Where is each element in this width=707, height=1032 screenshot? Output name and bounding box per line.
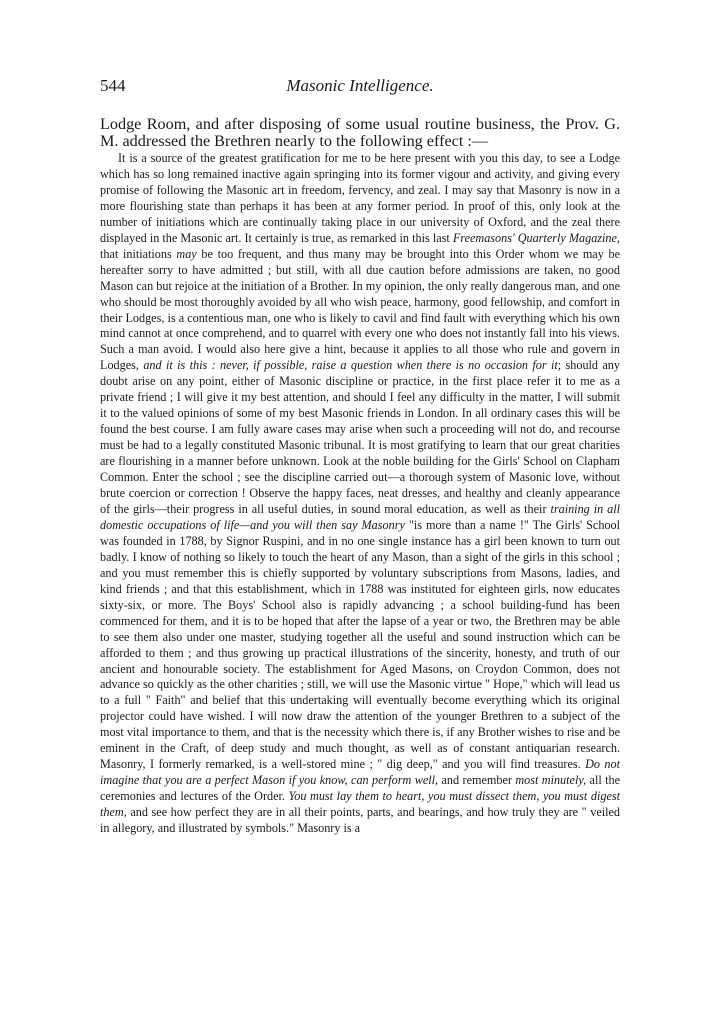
emphasis-may: may <box>176 246 197 261</box>
page-header <box>100 76 620 100</box>
page-number: 544 <box>100 76 126 95</box>
emphasis-perfect-mason: Do not imagine that you are a perfect Mason if you know, can perform well, <box>100 757 621 788</box>
body-text-5: "is more than a name !" The Girls' School was founded in 1788, by Signor Ruspini, and in no one single instance has a girl been known to turn out badly. I know of nothing so likely to touch the heart of any Mason, than a sight of the girls in this school ; and you must remember this is chiefly supported by voluntary subscriptions from Masons, ladies, and kind friends ; and that this establishment, which in 1788 was instituted for eighteen girls, now educates sixty-six, or more. The Boys' School also is rapidly advancing ; a school building-fund has been commenced for them, and it is to be hoped that after the lapse of a year or two, the Brethren may be able to see them also under one master, studying together all the useful and sound instruction which can be afforded to them ; and thus growing up practical illustrations of the sincerity, honesty, and truth of our ancient and honourable society. The establishment for Aged Masons, on Croydon Common, does not advance so quickly as the other charities ; still, we will use the Masonic virtue " Hope," which will lead us to a full " Faith" and belief that this undertaking will eventually become everything which its original projector could have wished. I will now draw the attention of the younger Brethren to a subject of the most vital importance to them, and that is the necessity which there is, if any Brother wishes to rise and be eminent in the Craft, of deep study and much thought, as well as of constant antiquarian research. Masonry, I formerly remarked, is a well-stored mine ; " dig deep," and you will find treasures. <box>100 517 621 772</box>
emphasis-training: training in all domestic occupations of life—and you will then say Masonry <box>100 501 621 532</box>
magazine-title: Freemasons' Quarterly Magazine, <box>452 230 620 245</box>
intro-paragraph: Lodge Room, and after disposing of some usual routine business, the Prov. G. M. addressed the Brethren nearly to the following effect :— <box>100 115 620 150</box>
running-title: Masonic Intelligence. <box>286 76 434 95</box>
emphasis-hint: and it is this : never, if possible, raise a question when there is no occasion for it <box>143 358 558 373</box>
body-text-8: and see how perfect they are in all their points, parts, and bearings, and how truly they are " veiled in allegory, and illustrated by symbols." Masonry is a <box>100 805 621 836</box>
body-text-7: all the ceremonies and lectures of the Order. <box>100 773 621 804</box>
body-text-4: ; should any doubt arise on any point, either of Masonic discipline or practice, in the first place refer it to me as a private friend ; I will give it my best attention, and should I feel any difficulty in the matter, I will submit it to the valued opinions of some of my best Masonic friends in London. In all ordinary cases this will be found the best course. I am fully aware cases may arise when such a proceeding will not do, and recourse must be had to a legally constituted Masonic tribunal. It is most gratifying to learn that our great charities are flourishing in a manner before unknown. Look at the noble building for the Girls' School on Clapham Common. Enter the school ; see the discipline carried out—a thorough system of Masonic love, without brute coercion or correction ! Observe the happy faces, neat dresses, and healthy and cleanly appearance of the girls—their progress in all useful duties, in sound moral education, as well as their <box>100 358 620 516</box>
emphasis-heart: You must lay them to heart, you must dissect them, you must digest them, <box>100 789 620 820</box>
body-text-1: It is a source of the greatest gratification for me to be here present with you this day, to see a Lodge which has so long remained inactive again springing into its former vigour and activity, and giving every promise of following the Masonic art in freedom, fervency, and zeal. I may say that Masonry is now in a more flourishing state than perhaps it has been at any former period. In proof of this, only look at the number of initiations which are continually taking place in our university of Oxford, and the zeal there displayed in the Masonic art. It certainly is true, as remarked in this last <box>100 151 620 245</box>
body-text-2: that initiations <box>100 246 172 261</box>
body-paragraph <box>100 151 620 837</box>
document-page <box>100 76 620 837</box>
body-text-3: be too frequent, and thus many may be brought into this Order whom we may be hereafter sorry to have admitted ; but still, with all due caution before admissions are taken, no good Mason can but rejoice at the initiation of a Brother. In my opinion, the only really dangerous man, and one who should be most thoroughly avoided by all who wish peace, harmony, good fellowship, and comfort in their Lodges, is a contentious man, one who is likely to cavil and find fault with everything which his own mind cannot at once comprehend, and to quarrel with every one who does not instantly fall into his views. Such a man avoid. I would also here give a hint, because it applies to all those who rule and govern in Lodges, <box>100 246 620 373</box>
body-text-6: and remember <box>441 773 512 788</box>
emphasis-minutely: most minutely, <box>515 773 587 788</box>
